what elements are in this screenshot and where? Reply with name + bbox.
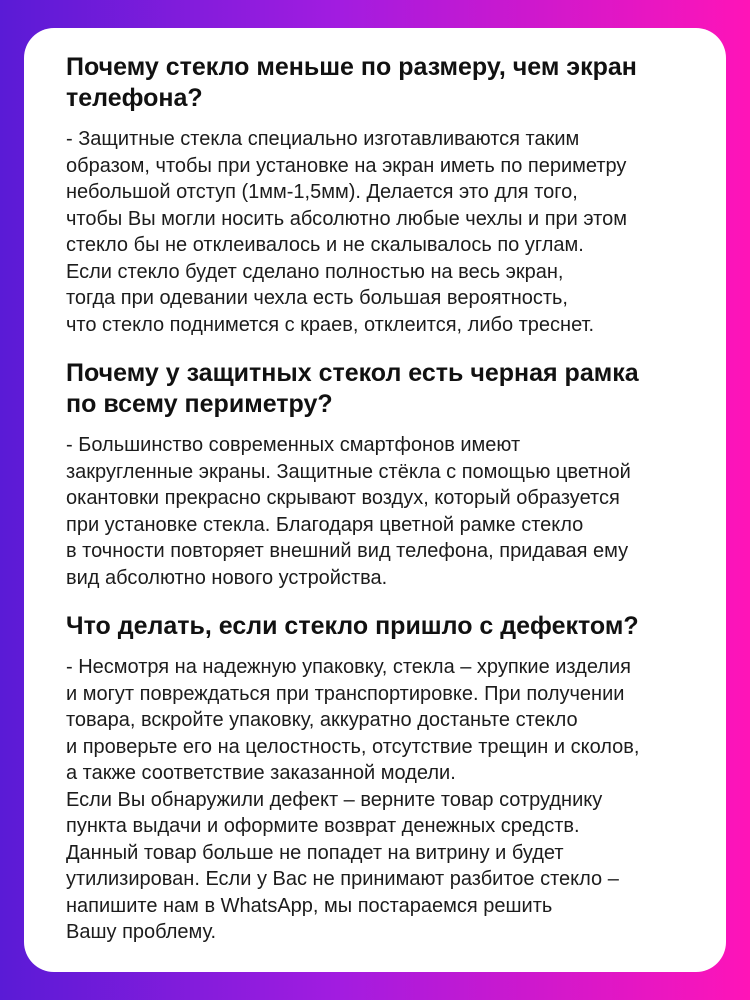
faq-section-frame <box>66 358 706 591</box>
answer-line: - Защитные стекла специально изготавливаются таким <box>66 128 580 150</box>
faq-question-frame <box>66 358 706 420</box>
answer-line: Данный товар больше не попадет на витрину и будет <box>66 841 564 864</box>
answer-line: Если стекло будет сделано полностью на весь экран, <box>66 260 564 283</box>
answer-line: и проверьте его на целостность, отсутствие трещин и сколов, <box>66 735 640 758</box>
answer-line: окантовки прекрасно скрывают воздух, который образуется <box>66 487 620 509</box>
answer-line: образом, чтобы при установке на экран иметь по периметру <box>66 154 627 177</box>
answer-line: чтобы Вы могли носить абсолютно любые чехлы и при этом <box>66 207 627 230</box>
answer-line: товара, вскройте упаковку, аккуратно достаньте стекло <box>66 709 578 731</box>
faq-answer-size <box>66 126 706 338</box>
answer-line: и могут повреждаться при транспортировке. При получении <box>66 682 625 705</box>
answer-line: пункта выдачи и оформите возврат денежных средств. <box>66 815 580 837</box>
faq-section-size <box>66 52 706 338</box>
answer-line: напишите нам в WhatsApp, мы постараемся решить <box>66 894 553 917</box>
answer-line: Вашу проблему. <box>66 921 217 943</box>
answer-line: а также соответствие заказанной модели. <box>66 762 456 784</box>
question-line: телефона? <box>66 84 203 112</box>
answer-line: утилизирован. Если у Вас не принимают разбитое стекло – <box>66 868 619 890</box>
content-card <box>24 28 726 972</box>
question-line: Почему стекло меньше по размеру, чем экран <box>66 53 637 81</box>
answer-line: - Большинство современных смартфонов имеют <box>66 434 521 456</box>
question-line: по всему периметру? <box>66 390 333 418</box>
answer-line: тогда при одевании чехла есть большая вероятность, <box>66 287 568 309</box>
answer-line: вид абсолютно нового устройства. <box>66 566 388 589</box>
faq-section-defect <box>66 611 706 946</box>
faq-question-defect <box>66 611 706 642</box>
answer-line: закругленные экраны. Защитные стёкла с помощью цветной <box>66 460 631 483</box>
answer-line: что стекло поднимется с краев, отклеится, либо треснет. <box>66 313 595 336</box>
answer-line: в точности повторяет внешний вид телефона, придавая ему <box>66 540 629 562</box>
answer-line: - Несмотря на надежную упаковку, стекла – хрупкие изделия <box>66 656 631 678</box>
faq-answer-defect <box>66 654 706 946</box>
faq-question-size <box>66 52 706 114</box>
answer-line: Если Вы обнаружили дефект – верните товар сотруднику <box>66 788 603 811</box>
question-line: Что делать, если стекло пришло с дефектом? <box>66 612 639 640</box>
answer-line: при установке стекла. Благодаря цветной рамке стекло <box>66 513 584 536</box>
answer-line: небольшой отступ (1мм-1,5мм). Делается это для того, <box>66 181 578 203</box>
question-line: Почему у защитных стекол есть черная рамка <box>66 359 639 387</box>
answer-line: стекло бы не отклеивалось и не скалывалось по углам. <box>66 234 584 256</box>
faq-answer-frame <box>66 432 706 591</box>
faq-content <box>66 52 706 946</box>
